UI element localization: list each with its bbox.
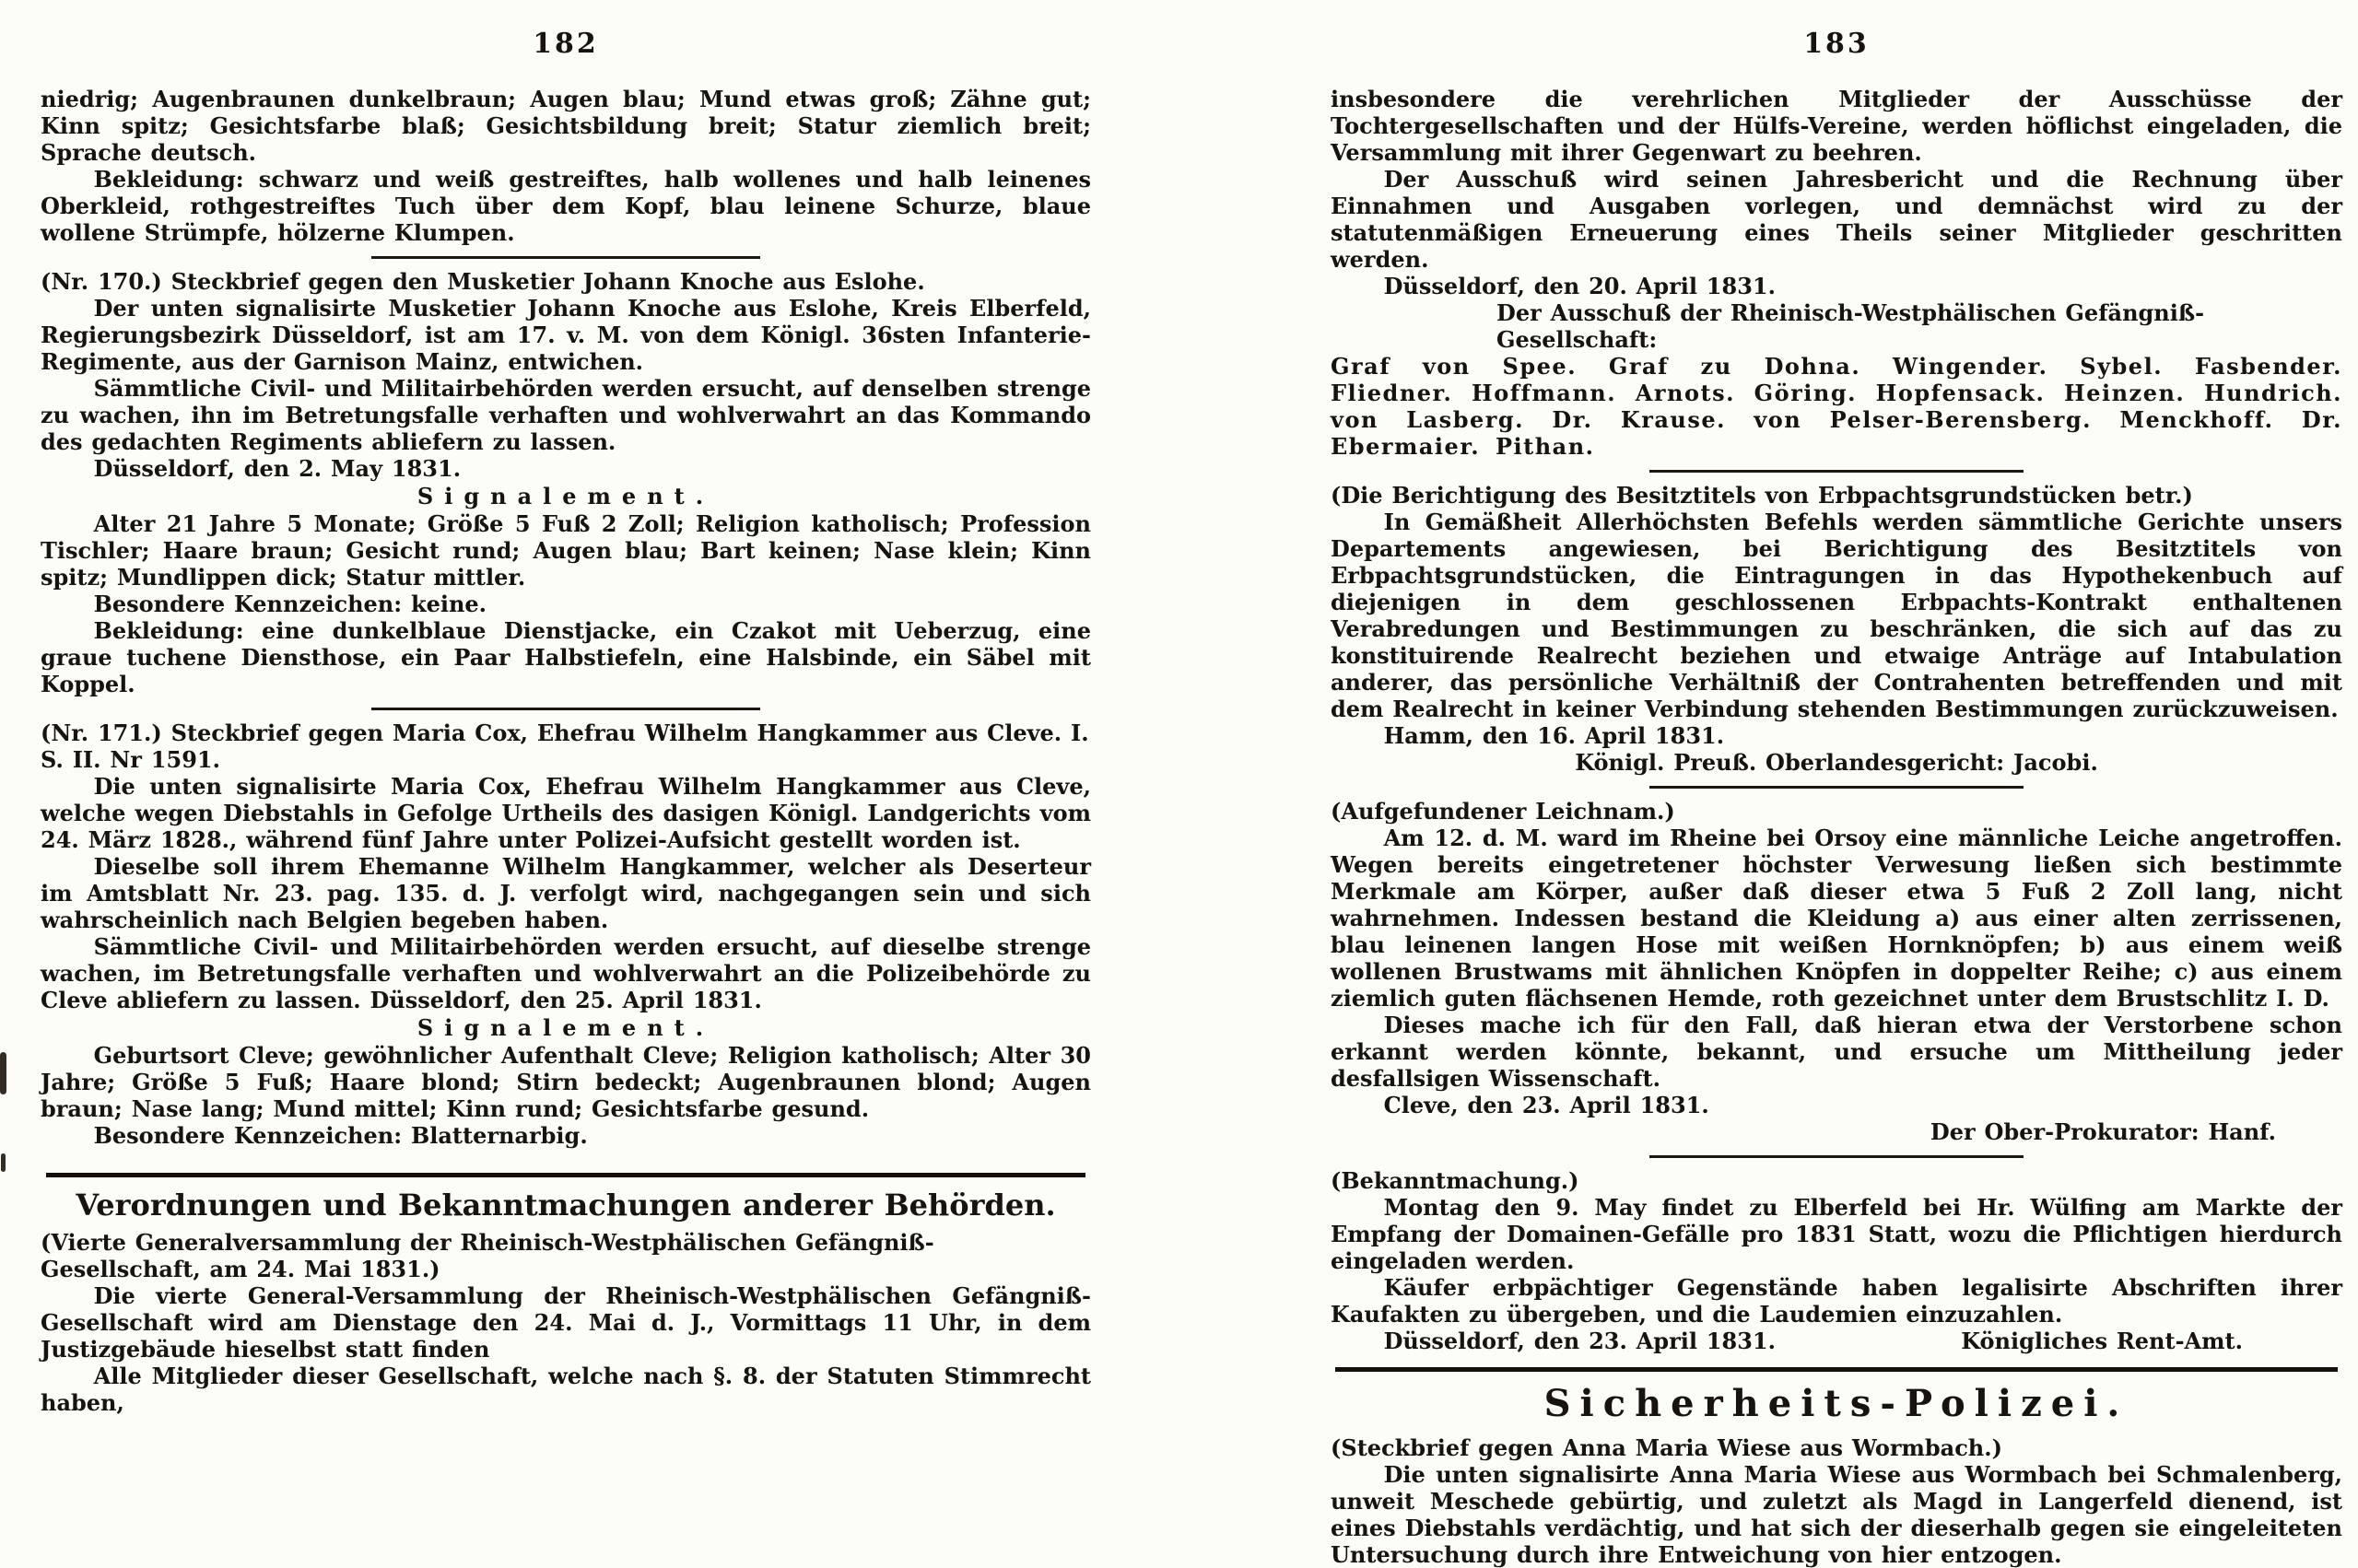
verordnungen-paragraph: Alle Mitglieder dieser Gesellschaft, welche nach §. 8. der Statuten Stimmrecht haben, xyxy=(41,1363,1091,1416)
nr170-bekleidung: Bekleidung: eine dunkelblaue Dienstjacke, ein Czakot mit Ueberzug, eine graue tuchene Diensthose, ein Paar Halbstiefeln, eine Halsbinde, ein Säbel mit Koppel. xyxy=(41,617,1091,697)
section-divider xyxy=(371,256,760,259)
scan-smudge xyxy=(1,1153,6,1172)
section-divider xyxy=(1649,1155,2024,1158)
nr170-paragraph: Sämmtliche Civil- und Militairbehörden werden ersucht, auf denselben strenge zu wachen, ihn im Betretungsfalle verhaften und wohlverwahrt an das Kommando des gedachten Regiments abliefern zu lassen. xyxy=(41,375,1091,455)
bekanntmachung-paragraph: Montag den 9. May findet zu Elberfeld bei Hr. Wülfing am Markte der Empfang der Domainen-Gefälle pro 1831 Statt, wozu die Pflichtigen hierdurch eingeladen werden. xyxy=(1331,1194,2342,1274)
verordnungen-subheader: (Vierte Generalversammlung der Rheinisch-Westphälischen Gefängniß-Gesellschaft, am 24. Mai 1831.) xyxy=(41,1229,934,1282)
versammlung-continuation: insbesondere die verehrlichen Mitglieder der Ausschüsse der Tochtergesellschaften und der Hülfs-Vereine, werden höflichst eingeladen, die Versammlung mit ihrer Gegenwart zu beehren. xyxy=(1331,86,2342,166)
leichnam-paragraph: Am 12. d. M. ward im Rheine bei Orsoy eine männliche Leiche angetroffen. Wegen bereits eingetretener höchster Verwesung ließen sich bestimmte Merkmale am Körper, außer daß dieser etwa 5 Fuß 2 Zoll lang, nicht wahrnehmen. Indessen bestand die Kleidung a) aus einer alten zerrissenen, blau leinenen langen Hose mit weißen Hornknöpfen; b) aus einem weiß wollenen Brustwams mit ähnlichen Knöpfen in doppelter Reihe; c) aus einem ziemlich guten flächsenen Hemde, roth gezeichnet unter dem Brustschlitz I. D. xyxy=(1331,825,2342,1012)
nr170-dateline: Düsseldorf, den 2. May 1831. xyxy=(93,455,462,482)
section-divider xyxy=(1649,470,2024,473)
verordnungen-paragraph: Die vierte General-Versammlung der Rheinisch-Westphälischen Gefängniß-Gesellschaft wird am Dienstage den 24. Mai d. J., Vormittags 11 Uhr, in dem Justizgebäude hieselbst statt finden xyxy=(41,1282,1091,1363)
leichnam-dateline: Cleve, den 23. April 1831. xyxy=(1383,1092,1709,1118)
bekleidung-paragraph: Bekleidung: schwarz und weiß gestreiftes, halb wollenes und halb leinenes Oberkleid, rothgestreiftes Tuch über dem Kopf, blau leinene Schurze, blaue wollene Strümpfe, hölzerne Klumpen. xyxy=(41,166,1091,246)
leichnam-paragraph: Dieses mache ich für den Fall, daß hieran etwa der Verstorbene schon erkannt werden könnte, bekannt, und ersuche um Mittheilung jeder desfallsigen Wissenschaft. xyxy=(1331,1012,2342,1092)
leichnam-signature: Der Ober-Prokurator: Hanf. xyxy=(1930,1118,2276,1145)
bekanntmachung-paragraph: Käufer erbpächtiger Gegenstände haben legalisirte Abschriften ihrer Kaufakten zu übergeben, und die Laudemien einzuzahlen. xyxy=(1331,1274,2342,1328)
continuation-paragraph: niedrig; Augenbraunen dunkelbraun; Augen blau; Mund etwas groß; Zähne gut; Kinn spitz; Gesichtsfarbe blaß; Gesichtsbildung breit; Statur ziemlich breit; Sprache deutsch. xyxy=(41,86,1091,166)
scan-smudge xyxy=(0,1052,6,1094)
leichnam-header: (Aufgefundener Leichnam.) xyxy=(1331,798,1675,825)
erbpacht-dateline: Hamm, den 16. April 1831. xyxy=(1383,722,1725,749)
page-number-right: 183 xyxy=(1803,28,1870,60)
nr170-kennzeichen: Besondere Kennzeichen: keine. xyxy=(93,591,487,617)
heavy-divider xyxy=(1335,1367,2337,1372)
bekanntmachung-dateline: Düsseldorf, den 23. April 1831. xyxy=(1383,1328,1776,1354)
rent-amt-signature: Königliches Rent-Amt. xyxy=(1961,1328,2243,1354)
section-divider xyxy=(371,708,760,710)
bekanntmachung-header: (Bekanntmachung.) xyxy=(1331,1167,1579,1194)
nr171-header: (Nr. 171.) Steckbrief gegen Maria Cox, Ehefrau Wilhelm Hangkammer aus Cleve. I. S. II. Nr 1591. xyxy=(41,720,1089,773)
versammlung-dateline: Düsseldorf, den 20. April 1831. xyxy=(1383,273,1776,299)
polizei-steckbrief-header: (Steckbrief gegen Anna Maria Wiese aus Wormbach.) xyxy=(1331,1434,2002,1461)
nr170-signalement: Alter 21 Jahre 5 Monate; Größe 5 Fuß 2 Zoll; Religion katholisch; Profession Tischler; Haare braun; Gesicht rund; Augen blau; Bart keinen; Nase klein; Kinn spitz; Mundlippen dick; Statur mittler. xyxy=(41,510,1091,591)
page-183 xyxy=(1331,18,2342,1568)
nr171-paragraph: Sämmtliche Civil- und Militairbehörden werden ersucht, auf dieselbe strenge wachen, im Betretungsfalle verhaften und wohlverwahrt an die Polizeibehörde zu Cleve abliefern zu lassen. Düsseldorf, den 25. April 1831. xyxy=(41,933,1091,1013)
committee-names: Graf von Spee. Graf zu Dohna. Wingender. Sybel. Fasbender. Fliedner. Hoffmann. Arnots. Göring. Hopfensack. Heinzen. Hundrich. von Lasberg. Dr. Krause. von Pelser-Berensberg. Menckhoff. Dr. Ebermaier. Pithan. xyxy=(1331,353,2342,460)
nr171-kennzeichen: Besondere Kennzeichen: Blatternarbig. xyxy=(93,1122,588,1149)
bekanntmachung-dateline-row xyxy=(1331,1328,2342,1354)
sicherheits-polizei-heading: Sicherheits-Polizei. xyxy=(1543,1382,2129,1425)
committee-line: Der Ausschuß der Rheinisch-Westphälischen Gefängniß-Gesellschaft: xyxy=(1496,299,2205,353)
nr171-signalement: Geburtsort Cleve; gewöhnlicher Aufenthalt Cleve; Religion katholisch; Alter 30 Jahre; Größe 5 Fuß; Haare blond; Stirn bedeckt; Augenbraunen blond; Augen braun; Nase lang; Mund mittel; Kinn rund; Gesichtsfarbe gesund. xyxy=(41,1042,1091,1122)
nr171-paragraph: Die unten signalisirte Maria Cox, Ehefrau Wilhelm Hangkammer aus Cleve, welche wegen Diebstahls in Gefolge Urtheils des dasigen Königl. Landgerichts vom 24. März 1828., während fünf Jahre unter Polizei-Aufsicht gestellt worden ist. xyxy=(41,773,1091,853)
erbpacht-signature: Königl. Preuß. Oberlandesgericht: Jacobi. xyxy=(1575,749,2098,776)
nr171-paragraph: Dieselbe soll ihrem Ehemanne Wilhelm Hangkammer, welcher als Deserteur im Amtsblatt Nr. 23. pag. 135. d. J. verfolgt wird, nachgegangen sein und sich wahrscheinlich nach Belgien begeben haben. xyxy=(41,853,1091,933)
heavy-divider xyxy=(46,1173,1086,1177)
page-182 xyxy=(41,18,1091,1568)
versammlung-paragraph: Der Ausschuß wird seinen Jahresbericht und die Rechnung über Einnahmen und Ausgaben vorlegen, und demnächst wird zu der statutenmäßigen Erneuerung eines Theils seiner Mitglieder geschritten werden. xyxy=(1331,166,2342,273)
verordnungen-heading: Verordnungen und Bekanntmachungen anderer Behörden. xyxy=(76,1188,1056,1223)
erbpacht-header: (Die Berichtigung des Besitztitels von Erbpachtsgrundstücken betr.) xyxy=(1331,482,2193,509)
section-divider xyxy=(1649,786,2024,789)
erbpacht-body: In Gemäßheit Allerhöchsten Befehls werden sämmtliche Gerichte unsers Departements angewiesen, bei Berichtigung des Besitztitels von Erbpachtsgrundstücken, die Eintragungen in das Hypothekenbuch auf diejenigen in dem geschlossenen Erbpachts-Kontrakt enthaltenen Verabredungen und Bestimmungen zu beschränken, die sich auf das zu konstituirende Realrecht beziehen und etwaige Anträge auf Intabulation anderer, das persönliche Verhältniß der Contrahenten betreffenden und mit dem Realrecht in keiner Verbindung stehenden Bestimmungen zurückzuweisen. xyxy=(1331,509,2342,722)
nr170-header: (Nr. 170.) Steckbrief gegen den Musketier Johann Knoche aus Eslohe. xyxy=(41,268,925,295)
page-number-left: 182 xyxy=(533,28,599,60)
nr170-paragraph: Der unten signalisirte Musketier Johann Knoche aus Eslohe, Kreis Elberfeld, Regierungsbezirk Düsseldorf, ist am 17. v. M. von dem Königl. 36sten Infanterie-Regimente, aus der Garnison Mainz, entwichen. xyxy=(41,295,1091,375)
nr171-signalement-title: Signalement. xyxy=(416,1014,715,1041)
polizei-steckbrief-body: Die unten signalisirte Anna Maria Wiese aus Wormbach bei Schmalenberg, unweit Meschede gebürtig, und zuletzt als Magd in Langerfeld dienend, ist eines Diebstahls verdächtig, und hat sich der dieserhalb gegen sie eingeleiteten Untersuchung durch ihre Entweichung von hier entzogen. xyxy=(1331,1461,2342,1568)
nr170-signalement-title: Signalement. xyxy=(416,483,715,509)
